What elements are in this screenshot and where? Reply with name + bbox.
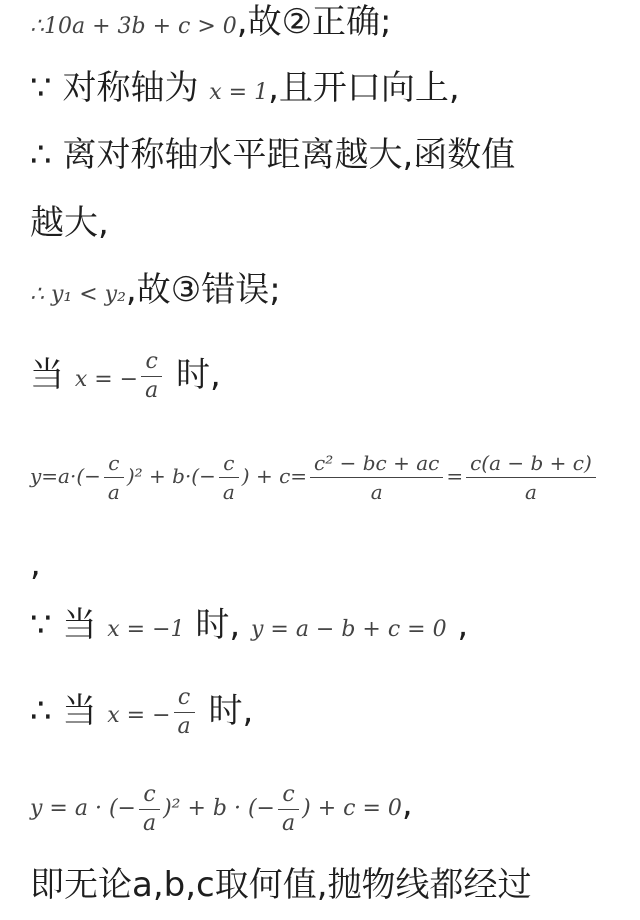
line-2-pre: ∵ 对称轴为 xyxy=(30,68,199,108)
line-5-text: ,故③错误; xyxy=(125,270,281,310)
line-2-text: ,且开口向上, xyxy=(268,68,460,108)
line-4-text: 越大, xyxy=(30,203,109,243)
fraction-numerator: c xyxy=(139,783,160,810)
line-11-formula xyxy=(30,774,632,839)
fraction-numerator: c xyxy=(141,350,162,377)
formula-part: = xyxy=(446,464,464,488)
formula-part: )² + b · (− xyxy=(163,796,275,821)
line-9 xyxy=(30,603,632,652)
line-9-mid: 时, xyxy=(195,605,241,645)
fraction-denominator: a xyxy=(145,378,159,403)
line-10-text: 时, xyxy=(208,691,254,731)
line-9-pre: ∵ 当 xyxy=(30,605,97,645)
fraction-denominator: a xyxy=(177,714,191,739)
fraction-denominator: a xyxy=(222,480,235,504)
fraction-numerator: c(a − b + c) xyxy=(466,451,596,478)
fraction-numerator: c xyxy=(278,783,299,810)
formula-part: y = a · (− xyxy=(30,796,136,821)
line-9-text: , xyxy=(457,605,469,645)
fraction xyxy=(139,783,160,836)
fraction xyxy=(219,451,239,504)
line-8-text: , xyxy=(30,544,41,584)
fraction-numerator: c² − bc + ac xyxy=(310,451,443,478)
fraction-numerator: c xyxy=(104,451,124,478)
fraction-denominator: a xyxy=(107,480,120,504)
fraction xyxy=(141,350,162,403)
math-inequality: ∴10a + 3b + c > 0 xyxy=(30,14,237,39)
line-1 xyxy=(30,0,632,49)
line-12 xyxy=(30,863,632,907)
fraction-denominator: a xyxy=(282,810,296,836)
formula-part: ) + c= xyxy=(241,464,308,488)
fraction-denominator: a xyxy=(370,480,383,504)
line-3 xyxy=(30,133,632,177)
line-10-pre: ∴ 当 xyxy=(30,691,97,731)
math-x-eq: x = − xyxy=(107,703,171,728)
line-1-text: ,故②正确; xyxy=(236,2,392,42)
fraction-numerator: c xyxy=(219,451,239,478)
line-10 xyxy=(30,686,632,739)
line-2 xyxy=(30,66,632,115)
fraction-numerator: c xyxy=(174,686,195,713)
fraction-denominator: a xyxy=(142,810,157,836)
line-6-text: 时, xyxy=(176,355,221,395)
line-4 xyxy=(30,201,632,245)
math-x-neg-one: x = −1 xyxy=(107,617,185,642)
fraction xyxy=(104,451,124,504)
line-3-text: ∴ 离对称轴水平距离越大,函数值 xyxy=(30,135,516,175)
math-x-eq: x = − xyxy=(74,367,139,392)
fraction xyxy=(278,783,299,836)
fraction xyxy=(466,451,596,504)
fraction xyxy=(174,686,195,739)
math-y-zero: y = a − b + c = 0 xyxy=(250,617,447,642)
line-5 xyxy=(30,268,632,317)
line-8 xyxy=(30,542,632,586)
line-6 xyxy=(30,350,632,403)
fraction xyxy=(310,451,443,504)
line-7-formula xyxy=(30,446,632,506)
line-11-text: , xyxy=(401,784,413,824)
line-6-pre: 当 xyxy=(30,355,64,395)
math-compare: ∴ y₁ < y₂ xyxy=(30,282,126,307)
fraction-denominator: a xyxy=(524,480,537,504)
formula-part: ) + c = 0 xyxy=(302,796,402,821)
formula-part: y=a·(− xyxy=(30,464,101,488)
math-axis: x = 1 xyxy=(209,80,269,105)
line-12-text: 即无论a,b,c取何值,抛物线都经过 xyxy=(30,865,532,905)
formula-part: )² + b·(− xyxy=(126,464,216,488)
